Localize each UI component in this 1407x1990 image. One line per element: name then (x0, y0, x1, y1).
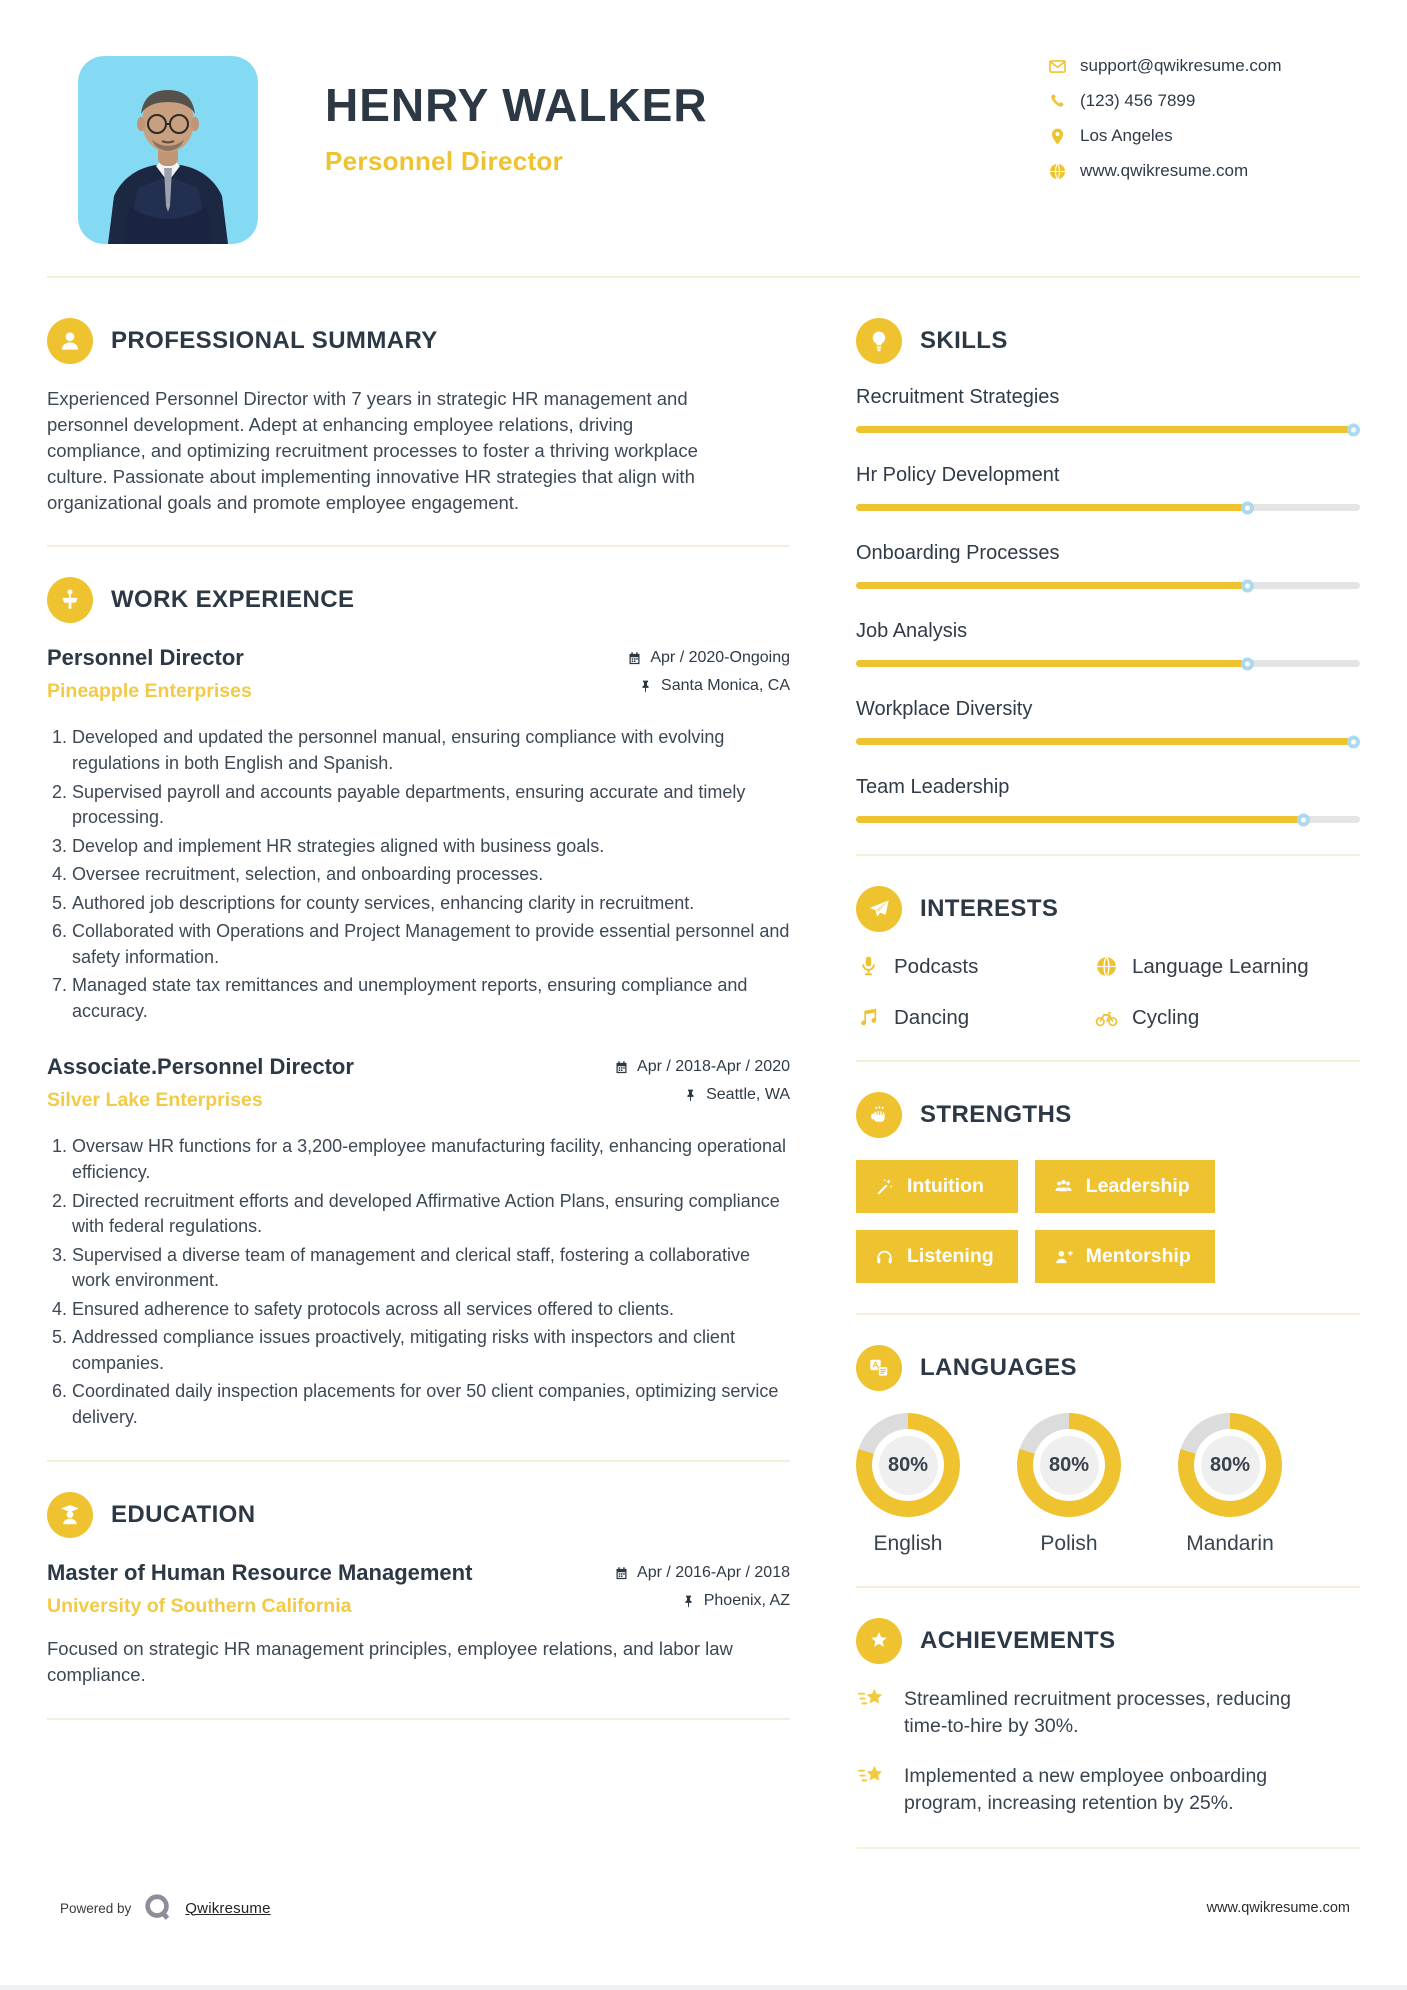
job-bullet: 4. Ensured adherence to safety protocols across all services offered to clients. (72, 1297, 790, 1323)
contact-phone[interactable] (1048, 91, 1282, 111)
pushpin-icon (638, 679, 653, 694)
globe-icon (1048, 162, 1067, 181)
pushpin-icon (681, 1594, 696, 1609)
summary-text: Experienced Personnel Director with 7 years in strategic HR management and personnel development. Adept at enhancing employee relations, driving compliance, and optimizing recruitment processes to foster a thriving workplace culture. Passionate about implementing innovative HR strategies that align with organizational goals and promote employee engagement. (47, 388, 698, 513)
graduate-icon (47, 1492, 93, 1538)
language-label: English (873, 1532, 943, 1555)
education-description: Focused on strategic HR management principles, employee relations, and labor law compliance. (47, 1638, 733, 1686)
job-title: Personnel Director (47, 645, 244, 671)
experience-section-header (47, 577, 790, 623)
job-dates-text: Apr / 2020-Ongoing (650, 649, 790, 667)
job-dates (614, 1058, 790, 1076)
location-icon (1048, 127, 1067, 146)
slider-handle (1241, 501, 1254, 514)
job-bullet: 2. Supervised payroll and accounts payable departments, ensuring accurate and timely processing. (72, 780, 790, 831)
achievements-section-header (856, 1618, 1360, 1664)
job-bullet: 5. Authored job descriptions for county services, enhancing clarity in recruitment. (72, 891, 790, 917)
job-title: Associate.Personnel Director (47, 1054, 354, 1080)
skill-item (856, 542, 1360, 589)
group-icon (1053, 1176, 1074, 1197)
contact-email[interactable] (1048, 56, 1282, 76)
language-item (856, 1413, 960, 1556)
section-divider (856, 1847, 1360, 1849)
job-bullet: 3. Develop and implement HR strategies aligned with business goals. (72, 834, 790, 860)
phone-icon (1048, 92, 1067, 111)
slider-handle (1347, 423, 1360, 436)
contact-website-text: www.qwikresume.com (1080, 161, 1249, 180)
microphone-icon (856, 954, 881, 979)
job-entry (47, 1054, 790, 1430)
job-bullet: 3. Supervised a diverse team of management and clerical staff, fostering a collaborative work environment. (72, 1243, 790, 1294)
education-section-header (47, 1492, 790, 1538)
job-bullet: 4. Oversee recruitment, selection, and onboarding processes. (72, 862, 790, 888)
lightbulb-icon (856, 318, 902, 364)
skill-label: Workplace Diversity (856, 698, 1033, 720)
profile-photo (78, 56, 258, 244)
education-degree: Master of Human Resource Management (47, 1560, 473, 1586)
contact-phone-text: (123) 456 7899 (1080, 91, 1196, 110)
education-location (681, 1592, 790, 1610)
job-bullet: 7. Managed state tax remittances and unemployment reports, ensuring compliance and accuracy. (72, 973, 790, 1024)
shooting-star-icon (856, 1761, 887, 1792)
contact-location (1048, 126, 1282, 146)
translate-icon (856, 1345, 902, 1391)
achievement-item (856, 1763, 1326, 1817)
language-label: Mandarin (1186, 1532, 1274, 1555)
interests-grid (856, 954, 1360, 1030)
job-meta (614, 1054, 790, 1104)
job-bullet: 1. Oversaw HR functions for a 3,200-employee manufacturing facility, enhancing operational efficiency. (72, 1134, 790, 1185)
language-percent: 80% (879, 1436, 938, 1495)
job-dates (627, 649, 790, 667)
svg-text:A: A (872, 1360, 879, 1370)
education-meta (614, 1560, 790, 1610)
education-location-text: Phoenix, AZ (703, 1592, 790, 1610)
interest-item (1094, 1005, 1360, 1030)
interest-label: Cycling (1132, 1005, 1200, 1029)
job-header (47, 1054, 790, 1112)
contact-location-text: Los Angeles (1080, 126, 1173, 145)
skill-item (856, 620, 1360, 667)
skill-label: Team Leadership (856, 776, 1010, 798)
language-donut (856, 1413, 960, 1517)
headphones-icon (874, 1246, 895, 1267)
interests-heading: INTERESTS (920, 895, 1059, 922)
paper-plane-icon (856, 886, 902, 932)
achievement-item (856, 1686, 1326, 1740)
skill-slider-fill (856, 660, 1244, 667)
skill-slider (856, 816, 1360, 823)
skill-item (856, 698, 1360, 745)
left-column (47, 318, 790, 1750)
user-plus-icon (1053, 1246, 1074, 1267)
experience-heading: WORK EXPERIENCE (111, 586, 355, 614)
language-percent: 80% (1201, 1436, 1260, 1495)
person-job-title: Personnel Director (325, 146, 564, 176)
job-title-company (47, 1054, 354, 1112)
section-divider (47, 1460, 790, 1462)
strength-label: Mentorship (1085, 1245, 1191, 1267)
skill-slider-fill (856, 426, 1350, 433)
education-school: University of Southern California (47, 1595, 352, 1618)
section-divider (47, 545, 790, 547)
summary-section-header (47, 318, 790, 364)
powered-by-text: Powered by (60, 1900, 132, 1916)
interest-label: Dancing (894, 1005, 970, 1029)
profile-photo-illustration (78, 56, 258, 244)
languages-heading: LANGUAGES (920, 1354, 1077, 1381)
skill-slider (856, 582, 1360, 589)
job-location-text: Santa Monica, CA (661, 677, 790, 695)
slider-handle (1241, 657, 1254, 670)
skill-slider-fill (856, 816, 1300, 823)
bicycle-icon (1094, 1005, 1119, 1030)
job-bullet: 6. Coordinated daily inspection placements for over 50 client companies, optimizing service delivery. (72, 1379, 790, 1430)
shooting-star-icon (856, 1684, 887, 1715)
strengths-section-header (856, 1092, 1360, 1138)
page-bottom-edge (0, 1985, 1407, 1990)
contact-email-text: support@qwikresume.com (1080, 56, 1282, 75)
job-title-company (47, 645, 252, 703)
strength-label: Intuition (907, 1175, 984, 1197)
skill-item (856, 776, 1360, 823)
person-icon (47, 318, 93, 364)
skill-label: Job Analysis (856, 620, 968, 642)
star-badge-icon (856, 1618, 902, 1664)
strengths-heading: STRENGTHS (920, 1101, 1072, 1128)
pushpin-icon (683, 1088, 698, 1103)
strength-tag (856, 1160, 1018, 1213)
job-bullet: 5. Addressed compliance issues proactively, mitigating risks with inspectors and client companies. (72, 1325, 790, 1376)
interest-item (856, 954, 1094, 979)
job-company: Silver Lake Enterprises (47, 1089, 263, 1112)
strength-tag (856, 1230, 1018, 1283)
job-entry (47, 645, 790, 1024)
languages-row (856, 1413, 1360, 1556)
skill-label: Recruitment Strategies (856, 386, 1060, 408)
job-bullet: 1. Developed and updated the personnel manual, ensuring compliance with evolving regulations in both English and Spanish. (72, 725, 790, 776)
job-location (683, 1086, 790, 1104)
skill-slider-fill (856, 582, 1244, 589)
qwikresume-link[interactable]: Qwikresume (185, 1899, 271, 1917)
slider-handle (1297, 813, 1310, 826)
calendar-icon (614, 1060, 629, 1075)
skill-slider-fill (856, 738, 1350, 745)
interest-item (856, 1005, 1094, 1030)
section-divider (856, 854, 1360, 856)
achievement-text: Implemented a new employee onboarding program, increasing retention by 25%. (904, 1764, 1268, 1814)
section-divider (856, 1060, 1360, 1062)
contact-block (1048, 56, 1282, 181)
section-divider (856, 1313, 1360, 1315)
language-label: Polish (1040, 1532, 1098, 1555)
interest-label: Language Learning (1132, 954, 1309, 978)
music-note-icon (856, 1005, 881, 1030)
footer-website: www.qwikresume.com (1206, 1900, 1350, 1916)
powered-by (60, 1893, 271, 1923)
job-location (638, 677, 790, 695)
skill-item (856, 386, 1360, 433)
section-divider (47, 1718, 790, 1720)
education-dates (614, 1564, 790, 1582)
mail-icon (1048, 57, 1067, 76)
skill-slider (856, 426, 1360, 433)
language-percent: 80% (1040, 1436, 1099, 1495)
job-bullet: 2. Directed recruitment efforts and developed Affirmative Action Plans, ensuring compliance with federal regulations. (72, 1189, 790, 1240)
job-location-text: Seattle, WA (706, 1086, 790, 1104)
skill-slider-fill (856, 504, 1244, 511)
right-column (856, 318, 1360, 1879)
header-divider (47, 276, 1360, 278)
job-bullet: 6. Collaborated with Operations and Project Management to provide essential personnel and safety information. (72, 919, 790, 970)
section-divider (856, 1586, 1360, 1588)
qwikresume-logo-icon (143, 1893, 173, 1923)
education-dates-text: Apr / 2016-Apr / 2018 (637, 1564, 790, 1582)
strengths-tags (856, 1160, 1360, 1283)
skill-slider (856, 660, 1360, 667)
strength-label: Leadership (1085, 1175, 1190, 1197)
interests-section-header (856, 886, 1360, 932)
strength-label: Listening (907, 1245, 994, 1267)
skill-label: Onboarding Processes (856, 542, 1060, 564)
language-donut (1017, 1413, 1121, 1517)
achievements-heading: ACHIEVEMENTS (920, 1627, 1116, 1654)
language-item (1017, 1413, 1121, 1556)
interest-label: Podcasts (894, 954, 979, 978)
calendar-icon (614, 1566, 629, 1581)
skill-slider (856, 738, 1360, 745)
job-header (47, 645, 790, 703)
education-entry (47, 1560, 790, 1688)
achievement-text: Streamlined recruitment processes, reducing time-to-hire by 30%. (904, 1688, 1291, 1737)
job-company: Pineapple Enterprises (47, 680, 252, 703)
job-bullet-list (47, 1134, 790, 1430)
skill-item (856, 464, 1360, 511)
person-name: HENRY WALKER (325, 79, 708, 131)
education-header (47, 1560, 790, 1618)
languages-section-header (856, 1345, 1360, 1391)
podium-icon (47, 577, 93, 623)
interest-item (1094, 954, 1360, 979)
contact-website[interactable] (1048, 161, 1282, 181)
calendar-icon (627, 651, 642, 666)
language-donut (1178, 1413, 1282, 1517)
job-dates-text: Apr / 2018-Apr / 2020 (637, 1058, 790, 1076)
globe-icon (1094, 954, 1119, 979)
language-item (1178, 1413, 1282, 1556)
education-degree-school (47, 1560, 472, 1618)
skill-slider (856, 504, 1360, 511)
summary-heading: PROFESSIONAL SUMMARY (111, 327, 438, 354)
skill-label: Hr Policy Development (856, 464, 1060, 486)
strength-tag (1035, 1160, 1215, 1213)
job-bullet-list (47, 725, 790, 1024)
skills-section-header (856, 318, 1360, 364)
strength-tag (1035, 1230, 1215, 1283)
footer (60, 1893, 1350, 1923)
slider-handle (1347, 735, 1360, 748)
header-identity (325, 79, 708, 177)
slider-handle (1241, 579, 1254, 592)
education-heading: EDUCATION (111, 1501, 256, 1529)
skills-heading: SKILLS (920, 327, 1008, 354)
fist-icon (856, 1092, 902, 1138)
job-meta (627, 645, 790, 695)
wand-icon (874, 1176, 895, 1197)
